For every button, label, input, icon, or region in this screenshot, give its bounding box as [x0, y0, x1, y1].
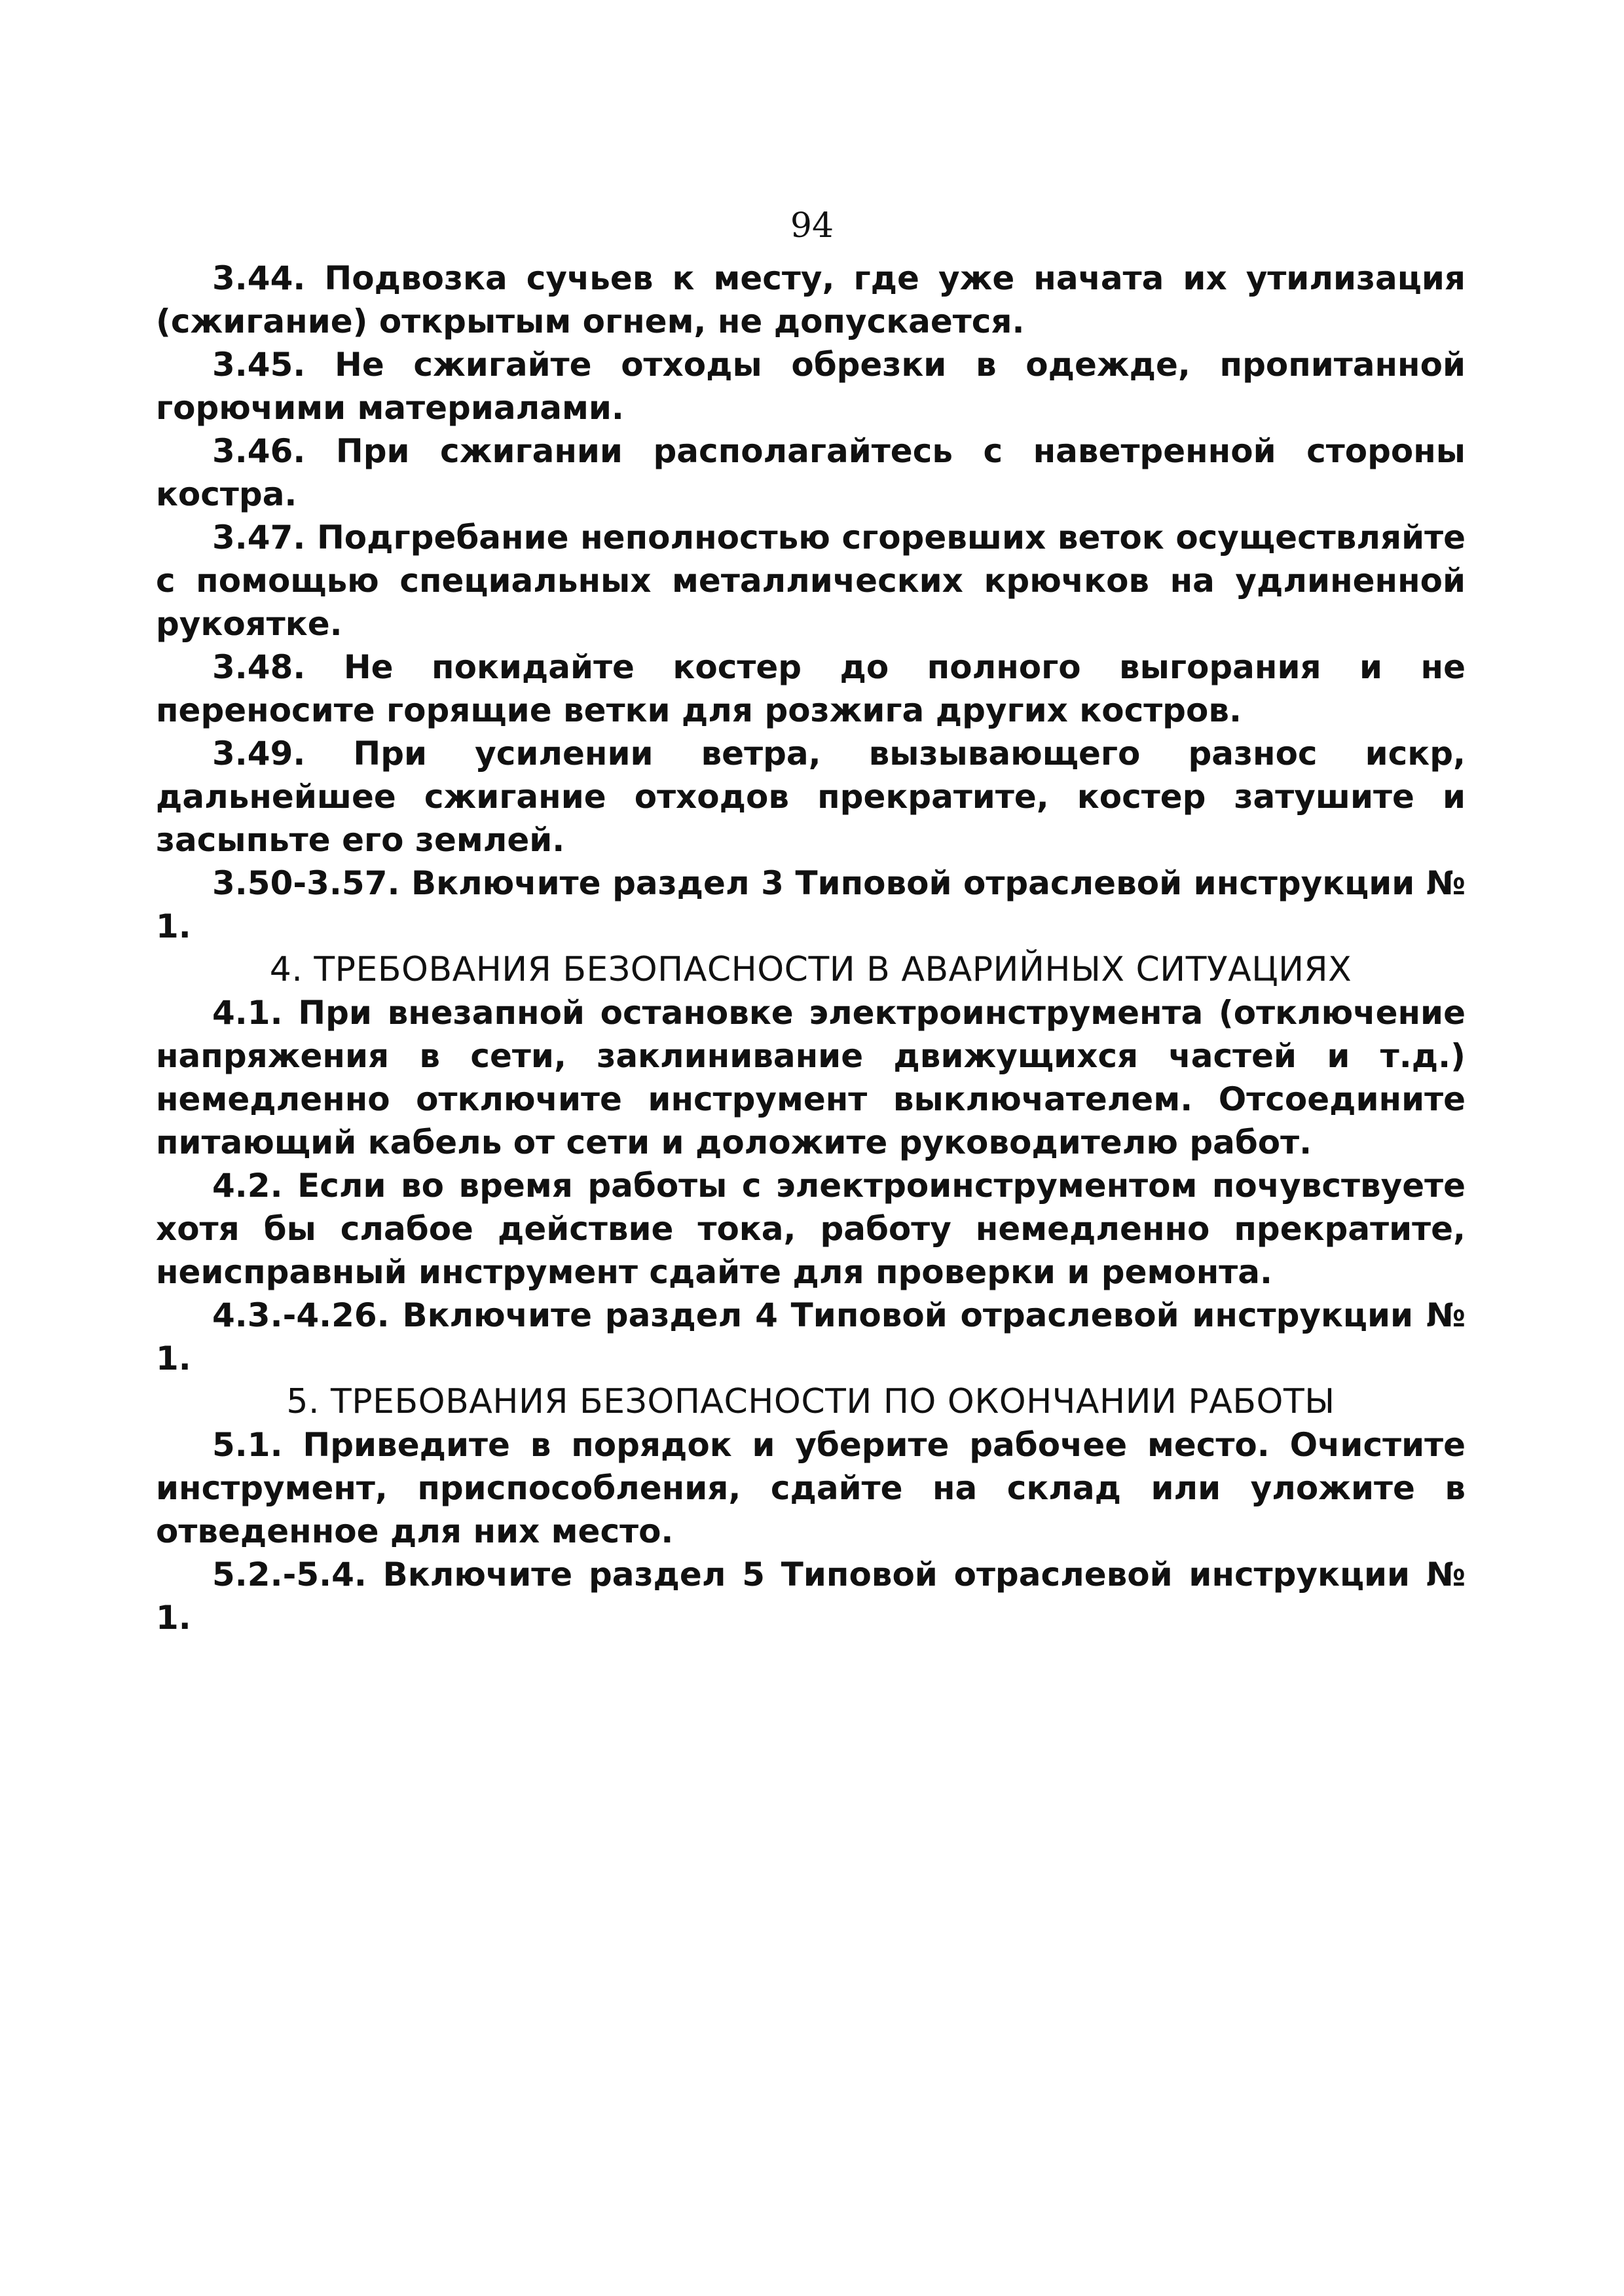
paragraph-5-1: 5.1. Приведите в порядок и уберите рабочее место. Очистите инструмент, приспособления, сдайте на склад или уложите в отведенное для них место.: [156, 1426, 1466, 1550]
paragraph-3-48: 3.48. Не покидайте костер до полного выгорания и не переносите горящие ветки для розжига других костров.: [156, 648, 1466, 729]
paragraph-4-1: 4.1. При внезапной остановке электроинструмента (отключение напряжения в сети, заклинивание движущихся частей и т.д.) немедленно отключите инструмент выключателем. Отсоедините питающий кабель от сети и доложите руководителю работ.: [156, 994, 1466, 1161]
paragraph-3-49: 3.49. При усилении ветра, вызывающего разнос искр, дальнейшее сжигание отходов прекратите, костер затушите и засыпьте его землей.: [156, 735, 1466, 859]
paragraph-3-47: 3.47. Подгребание неполностью сгоревших веток осуществляйте с помощью специальных металлических крючков на удлиненной рукоятке.: [156, 519, 1466, 643]
paragraph-3-50: 3.50-3.57. Включите раздел 3 Типовой отраслевой инструкции № 1.: [156, 864, 1466, 945]
paragraph-3-45: 3.45. Не сжигайте отходы обрезки в одежде, пропитанной горючими материалами.: [156, 346, 1466, 427]
paragraph-4-2: 4.2. Если во время работы с электроинструментом почувствуете хотя бы слабое действие тока, работу немедленно прекратите, неисправный инструмент сдайте для проверки и ремонта.: [156, 1167, 1466, 1291]
paragraph-3-46: 3.46. При сжигании располагайтесь с наветренной стороны костра.: [156, 432, 1466, 513]
paragraph-3-44: 3.44. Подвозка сучьев к месту, где уже начата их утилизация (сжигание) открытым огнем, не допускается.: [156, 259, 1466, 340]
section-5-heading: 5. ТРЕБОВАНИЯ БЕЗОПАСНОСТИ ПО ОКОНЧАНИИ РАБОТЫ: [286, 1382, 1335, 1421]
document-body: [156, 257, 1466, 1639]
paragraph-5-2: 5.2.-5.4. Включите раздел 5 Типовой отраслевой инструкции № 1.: [156, 1556, 1466, 1637]
section-4-heading: 4. ТРЕБОВАНИЯ БЕЗОПАСНОСТИ В АВАРИЙНЫХ СИТУАЦИЯХ: [269, 950, 1352, 989]
page-number: 94: [790, 206, 834, 246]
paragraph-4-3: 4.3.-4.26. Включите раздел 4 Типовой отраслевой инструкции № 1.: [156, 1296, 1466, 1377]
